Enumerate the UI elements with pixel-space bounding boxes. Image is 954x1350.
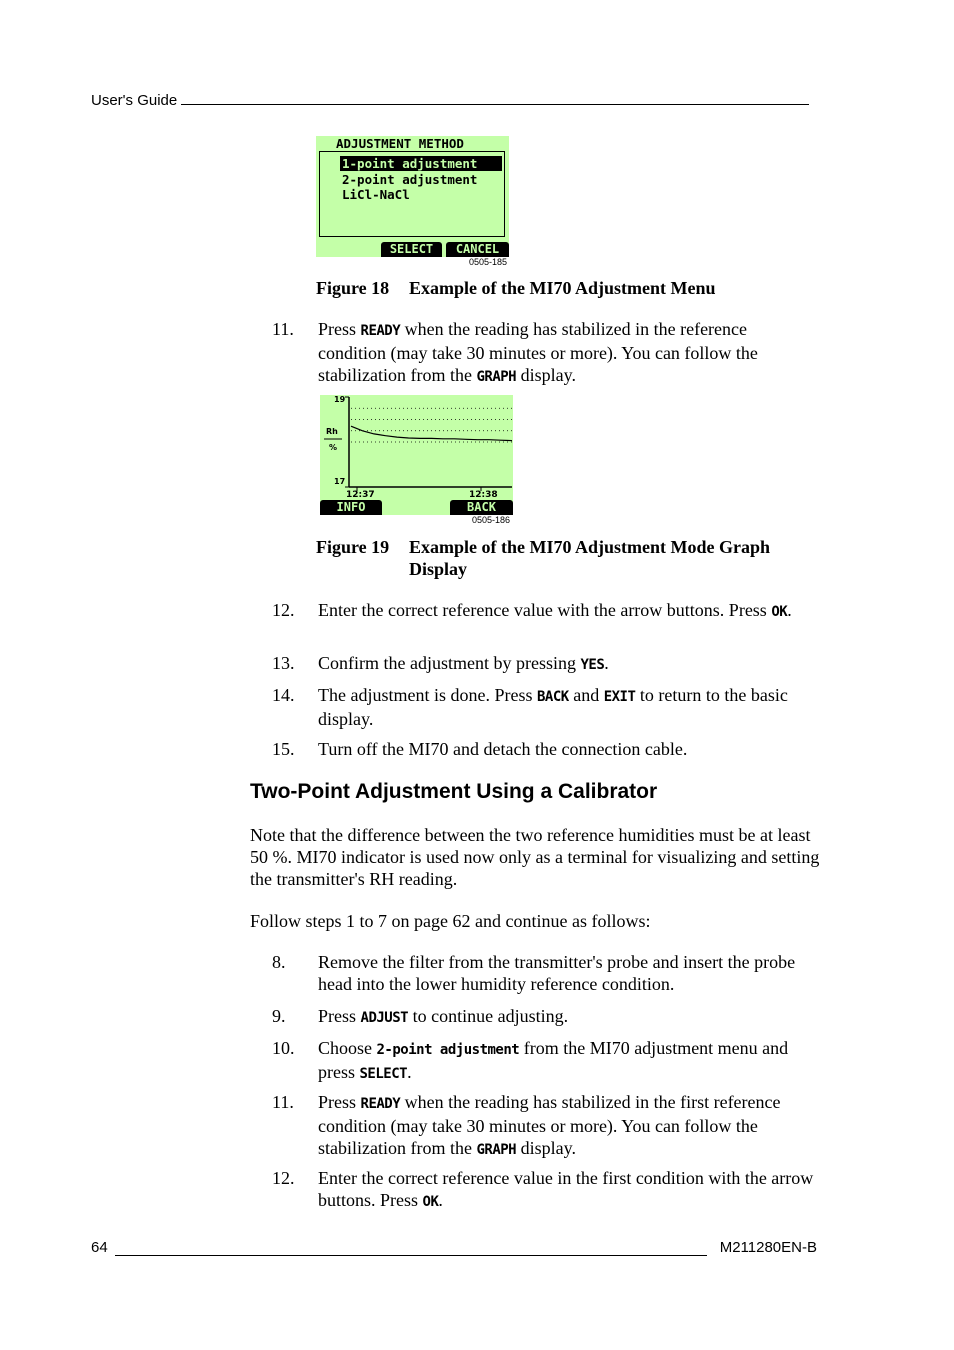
figure18-code: 0505-185 <box>469 257 508 267</box>
step-text <box>318 599 818 623</box>
key-name: READY <box>360 1096 401 1112</box>
menu-option-2-point[interactable]: 2-point adjustment <box>342 172 478 187</box>
key-name: ADJUST <box>360 1010 409 1026</box>
figure19-caption-text: Example of the MI70 Adjustment Mode Graph Display <box>409 537 770 579</box>
key-name: BACK <box>536 689 569 705</box>
cancel-button[interactable]: CANCEL <box>446 242 509 257</box>
step-text <box>318 1167 818 1213</box>
adjustment-menu-screen <box>316 136 509 257</box>
rh-series-line <box>351 426 512 440</box>
grid-lines <box>351 408 512 442</box>
info-button[interactable]: INFO <box>320 500 382 515</box>
step-number: 13. <box>272 653 295 673</box>
step-text <box>318 684 818 730</box>
figure18-caption <box>0 277 954 299</box>
figure19-caption <box>0 536 954 580</box>
key-name: 2-point adjustment <box>376 1042 520 1058</box>
y-axis-unit: % <box>329 443 338 452</box>
step-text-part: . <box>604 653 609 673</box>
step-number: 9. <box>272 1006 286 1026</box>
rh-graph <box>320 395 513 515</box>
menu-option-licl-nacl[interactable]: LiCl-NaCl <box>342 187 410 202</box>
step-text-part: from the MI70 adjustment menu and press <box>318 1038 789 1082</box>
step-text-part: Choose <box>318 1038 377 1058</box>
step-text-part: to return to the basic display. <box>318 685 788 729</box>
key-name: GRAPH <box>476 1142 517 1158</box>
step-text-part: Enter the correct reference value in the first condition with the arrow buttons. Press <box>318 1168 814 1210</box>
step-number: 11. <box>272 319 294 339</box>
menu-title: ADJUSTMENT METHOD <box>336 136 464 151</box>
key-name: OK <box>771 604 788 620</box>
step-text <box>318 652 818 676</box>
step-text <box>318 738 818 760</box>
step-text-part: . <box>407 1062 412 1082</box>
page-header <box>91 90 813 110</box>
menu-option-1-point[interactable]: 1-point adjustment <box>340 156 502 171</box>
figure19-code: 0505-186 <box>472 515 511 525</box>
page-footer <box>91 1239 817 1257</box>
step-text-part: Enter the correct reference value with the arrow buttons. Press <box>318 600 772 620</box>
document-id: M211280EN-B <box>719 1239 817 1256</box>
step-text-part: to continue adjusting. <box>408 1006 569 1026</box>
intro-paragraph: Note that the difference between the two reference humidities must be at least 50 %. MI70 indicator is used now only as a terminal for visualizing and setting the transmitter's RH reading. <box>250 825 820 889</box>
step-text-part: when the reading has stabilized in the reference condition (may take 30 minutes or more). You can follow the stabilization from the <box>318 319 758 385</box>
graph-screen <box>320 395 513 515</box>
step-text <box>318 1005 818 1029</box>
y-min-label: 17 <box>334 477 346 486</box>
step-text-part: display. <box>516 365 576 385</box>
header-title: User's Guide <box>91 92 178 109</box>
key-name: READY <box>360 323 401 339</box>
step-text-part: Turn off the MI70 and detach the connection cable. <box>318 739 688 759</box>
section-heading: Two-Point Adjustment Using a Calibrator <box>250 780 658 803</box>
step-text-part: and <box>568 685 604 705</box>
step-number: 14. <box>272 685 295 705</box>
key-name: OK <box>422 1194 439 1210</box>
key-name: SELECT <box>359 1066 408 1082</box>
figure19-caption-number: Figure 19 <box>316 537 390 557</box>
step-text <box>318 1037 818 1085</box>
step-text <box>318 318 818 388</box>
step-number: 15. <box>272 739 295 759</box>
y-axis-label: Rh <box>326 427 338 436</box>
footer-rule <box>115 1239 707 1256</box>
step-number: 12. <box>272 600 295 620</box>
step-text-part: when the reading has stabilized in the first reference condition (may take 30 minutes or more). You can follow the stabilization from the <box>318 1092 781 1158</box>
x-end-label: 12:38 <box>469 490 498 500</box>
step-text-part: Confirm the adjustment by pressing <box>318 653 581 673</box>
key-name: EXIT <box>603 689 636 705</box>
figure18-caption-text: Example of the MI70 Adjustment Menu <box>409 278 716 298</box>
step-number: 12. <box>272 1168 295 1188</box>
step-text-part: Press <box>318 1092 361 1112</box>
follow-steps-paragraph: Follow steps 1 to 7 on page 62 and continue as follows: <box>250 911 651 931</box>
step-text-part: The adjustment is done. Press <box>318 685 537 705</box>
y-max-label: 19 <box>334 395 346 404</box>
back-button[interactable]: BACK <box>450 500 513 515</box>
step-text-part: Remove the filter from the transmitter's probe and insert the probe head into the lower humidity reference condition. <box>318 952 796 994</box>
step-text-part: Press <box>318 1006 361 1026</box>
step-number: 10. <box>272 1038 295 1058</box>
step-text-part: . <box>787 600 792 620</box>
key-name: YES <box>580 657 605 673</box>
select-button[interactable]: SELECT <box>381 242 442 257</box>
step-text <box>318 1091 818 1161</box>
figure18-caption-number: Figure 18 <box>316 278 390 298</box>
header-rule <box>181 90 809 105</box>
step-number: 8. <box>272 952 286 972</box>
page-number: 64 <box>91 1239 108 1256</box>
x-start-label: 12:37 <box>346 490 375 500</box>
step-text <box>318 951 818 995</box>
step-text-part: . <box>438 1190 443 1210</box>
step-text-part: Press <box>318 319 361 339</box>
step-text-part: display. <box>516 1138 576 1158</box>
step-number: 11. <box>272 1092 294 1112</box>
key-name: GRAPH <box>476 369 517 385</box>
